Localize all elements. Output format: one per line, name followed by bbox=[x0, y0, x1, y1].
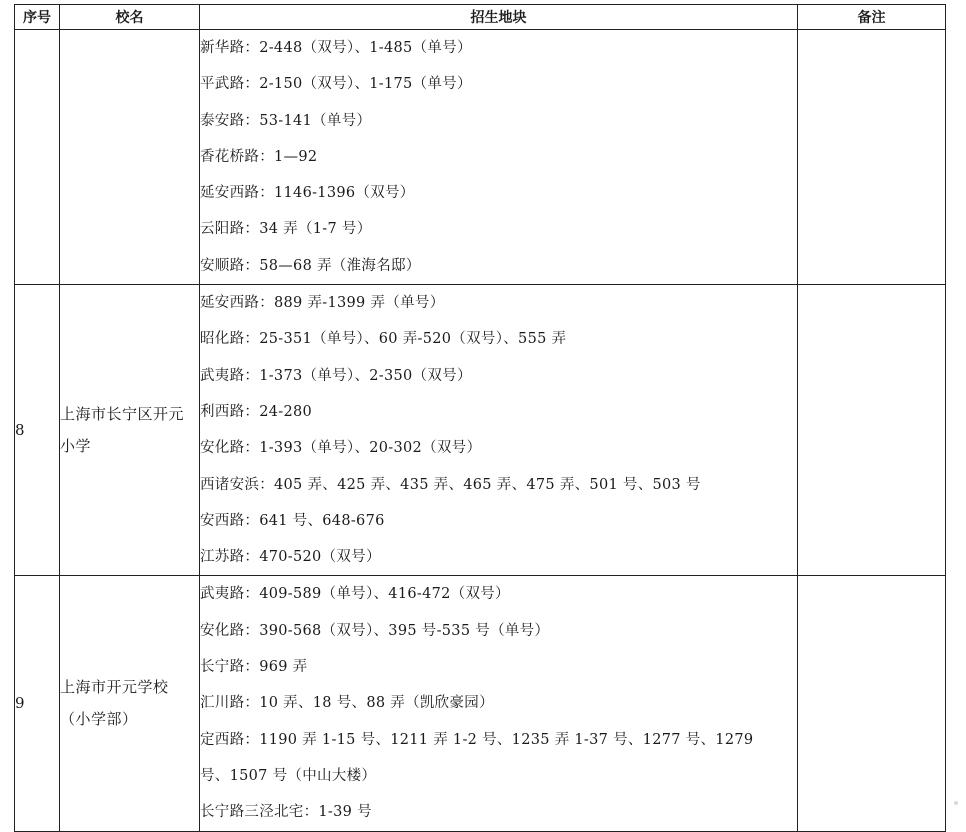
area-line: 香花桥路：1—92 bbox=[200, 148, 318, 165]
area-line: 平武路：2-150（双号）、1-175（单号） bbox=[200, 76, 472, 93]
row-number: 9 bbox=[15, 576, 60, 831]
area-line: 安化路：1-393（单号）、20-302（双号） bbox=[200, 440, 482, 457]
table-row bbox=[15, 285, 946, 576]
area-line: 安西路：641 号、648-676 bbox=[200, 512, 385, 529]
area-line: 安化路：390-568（双号）、395 号-535 号（单号） bbox=[200, 622, 550, 639]
row-number: 8 bbox=[15, 285, 60, 576]
note-cell bbox=[798, 285, 946, 576]
area-line: 江苏路：470-520（双号） bbox=[200, 549, 381, 566]
area-line: 定西路：1190 弄 1-15 号、1211 弄 1-2 号、1235 弄 1-37 号、1277 号、1279 bbox=[200, 731, 754, 748]
area-line: 安顺路：58—68 弄（淮海名邸） bbox=[200, 257, 421, 274]
area-line: 利西路：24-280 bbox=[200, 403, 313, 420]
area-line: 泰安路：53-141（单号） bbox=[200, 112, 372, 129]
school-name: 上海市长宁区开元小学 bbox=[60, 285, 200, 576]
area-line: 长宁路：969 弄 bbox=[200, 659, 308, 676]
enrollment-area-cell bbox=[200, 576, 798, 831]
area-line: 号、1507 号（中山大楼） bbox=[200, 767, 377, 784]
enrollment-area-cell bbox=[200, 30, 798, 285]
area-line: 长宁路三泾北宅：1-39 号 bbox=[200, 804, 372, 821]
enrollment-table bbox=[14, 4, 946, 832]
table-row bbox=[15, 576, 946, 831]
enrollment-area-cell bbox=[200, 285, 798, 576]
note-cell bbox=[798, 30, 946, 285]
header-no: 序号 bbox=[15, 5, 60, 30]
school-name: 上海市开元学校（小学部） bbox=[60, 576, 200, 831]
area-line: 云阳路：34 弄（1-7 号） bbox=[200, 221, 372, 238]
table-row bbox=[15, 30, 946, 285]
area-line: 武夷路：409-589（单号）、416-472（双号） bbox=[200, 586, 510, 603]
area-line: 武夷路：1-373（单号）、2-350（双号） bbox=[200, 367, 472, 384]
area-line: 西诸安浜：405 弄、425 弄、435 弄、465 弄、475 弄、501 号、503 号 bbox=[200, 476, 701, 493]
header-note: 备注 bbox=[798, 5, 946, 30]
note-cell bbox=[798, 576, 946, 831]
header-school-name: 校名 bbox=[60, 5, 200, 30]
row-number bbox=[15, 30, 60, 285]
area-line: 延安西路：889 弄-1399 弄（单号） bbox=[200, 295, 445, 312]
area-line: 新华路：2-448（双号）、1-485（单号） bbox=[200, 40, 472, 56]
scroll-edge-marker bbox=[954, 801, 958, 805]
area-line: 昭化路：25-351（单号）、60 弄-520（双号）、555 弄 bbox=[200, 331, 567, 348]
area-line: 延安西路：1146-1396（双号） bbox=[200, 185, 415, 202]
table-header bbox=[15, 5, 946, 30]
school-name bbox=[60, 30, 200, 285]
area-line: 汇川路：10 弄、18 号、88 弄（凯欣豪园） bbox=[200, 695, 494, 712]
header-enrollment-area: 招生地块 bbox=[200, 5, 798, 30]
